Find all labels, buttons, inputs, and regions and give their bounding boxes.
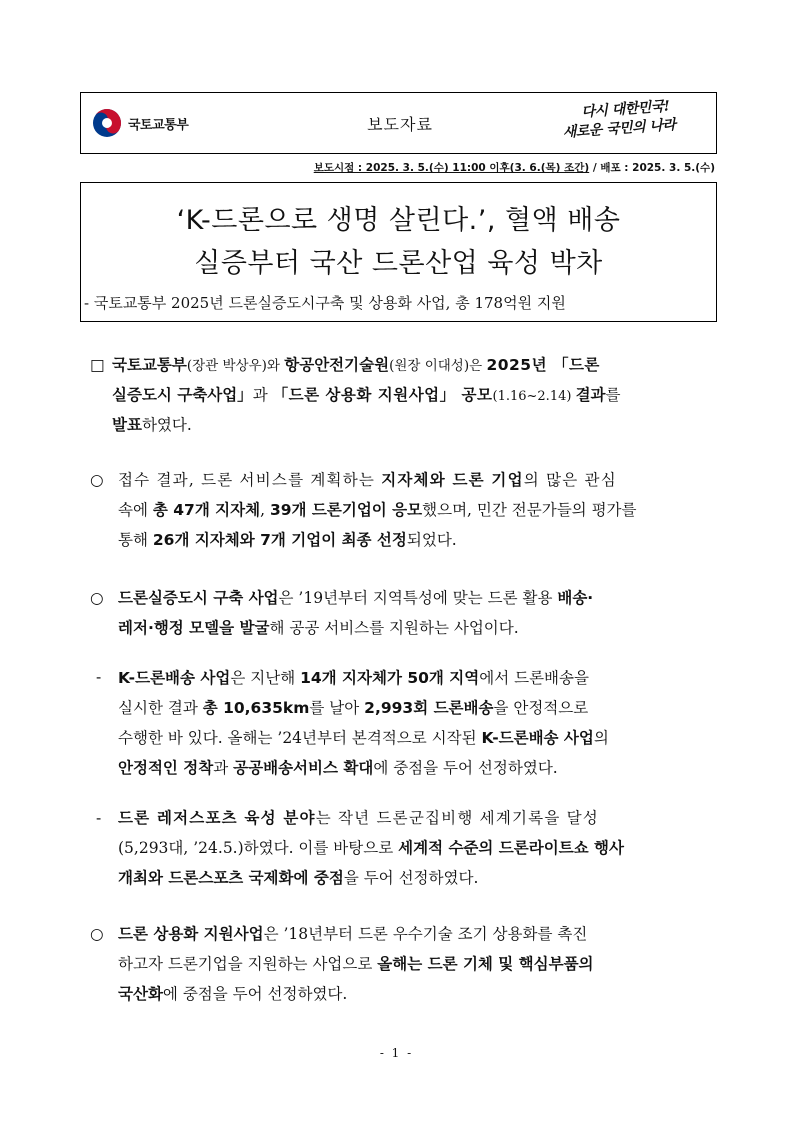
- paragraph-1-line-2: 실증도시 구축사업」과 「드론 상용화 지원사업」 공모(1.16~2.14) 결과를: [112, 386, 621, 404]
- circle-bullet: ○: [90, 589, 104, 607]
- paragraph-6-line-3: 국산화에 중점을 두어 선정하였다.: [118, 985, 348, 1003]
- dash-bullet: -: [96, 668, 102, 686]
- paragraph-2-line-1: 접수 결과, 드론 서비스를 계획하는 지자체와 드론 기업의 많은 관심: [118, 471, 617, 489]
- slogan-line-2: 새로운 국민의 나라: [562, 117, 677, 141]
- circle-bullet: ○: [90, 925, 104, 943]
- paragraph-5-line-2: (5,293대, ’24.5.)하였다. 이를 바탕으로 세계적 수준의 드론라이트쇼 행사: [118, 839, 624, 857]
- square-bullet: □: [90, 356, 105, 374]
- paragraph-5-line-3: 개최와 드론스포츠 국제화에 중점을 두어 선정하였다.: [118, 869, 479, 887]
- doc-type-label: 보도자료: [367, 115, 433, 134]
- page-number: - 1 -: [379, 1046, 414, 1060]
- circle-bullet: ○: [90, 471, 104, 489]
- release-info: [314, 160, 715, 175]
- paragraph-4-line-2: 실시한 결과 총 10,635km를 날아 2,993회 드론배송을 안정적으로: [118, 699, 589, 717]
- paragraph-6-line-1: 드론 상용화 지원사업은 ’18년부터 드론 우수기술 조기 상용화를 촉진: [118, 925, 588, 943]
- dash-bullet: -: [96, 809, 102, 827]
- taegeuk-icon: [92, 108, 122, 138]
- slogan-line-1: 다시 대한민국!: [580, 98, 670, 121]
- paragraph-4-line-4: 안정적인 정착과 공공배송서비스 확대에 중점을 두어 선정하였다.: [118, 759, 558, 777]
- paragraph-3-line-1: 드론실증도시 구축 사업은 ’19년부터 지역특성에 맞는 드론 활용 배송·: [118, 589, 594, 607]
- paragraph-5-line-1: 드론 레저스포츠 육성 분야는 작년 드론군집비행 세계기록을 달성: [118, 809, 599, 827]
- ministry-logo: [92, 105, 188, 141]
- paragraph-4-line-1: K-드론배송 사업은 지난해 14개 지자체가 50개 지역에서 드론배송을: [118, 669, 589, 687]
- distribution-info: 배포 : 2025. 3. 5.(수): [600, 162, 715, 174]
- paragraph-1-line-3: 발표하였다.: [112, 416, 192, 434]
- ministry-name: 국토교통부: [128, 117, 189, 133]
- paragraph-6-line-2: 하고자 드론기업을 지원하는 사업으로 올해는 드론 기체 및 핵심부품의: [118, 955, 594, 973]
- paragraph-3-line-2: 레저·행정 모델을 발굴해 공공 서비스를 지원하는 사업이다.: [118, 619, 519, 637]
- subtitle: - 국토교통부 2025년 드론실증도시구축 및 상용화 사업, 총 178억원 지원: [84, 294, 566, 312]
- paragraph-2-line-3: 통해 26개 지자체와 7개 기업이 최종 선정되었다.: [118, 531, 457, 549]
- headline-line-1: ‘K-드론으로 생명 살린다.’, 혈액 배송: [176, 205, 621, 236]
- headline-line-2: 실증부터 국산 드론산업 육성 박차: [194, 248, 603, 279]
- embargo-info: 보도시점 : 2025. 3. 5.(수) 11:00 이후(3. 6.(목) 조간): [313, 162, 590, 174]
- paragraph-4-line-3: 수행한 바 있다. 올해는 ’24년부터 본격적으로 시작된 K-드론배송 사업의: [118, 729, 609, 747]
- paragraph-2-line-2: 속에 총 47개 지자체, 39개 드론기업이 응모했으며, 민간 전문가들의 평가를: [118, 501, 637, 519]
- paragraph-1-line-1: 국토교통부(장관 박상우)와 항공안전기술원(원장 이대성)은 2025년 「드론: [112, 356, 600, 374]
- release-separator: /: [589, 162, 601, 174]
